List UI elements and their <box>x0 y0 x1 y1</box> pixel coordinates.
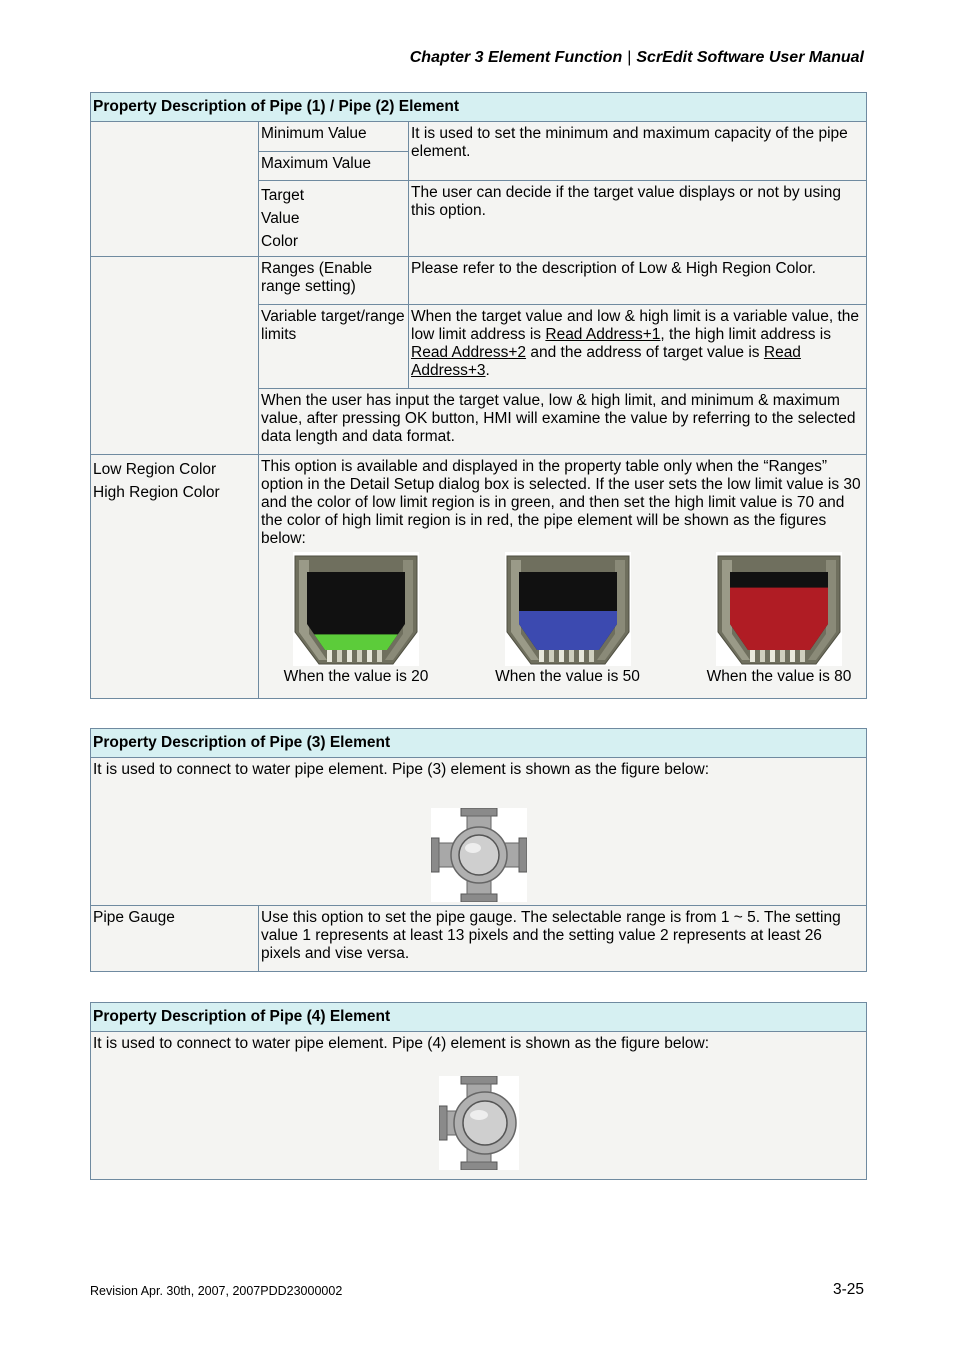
figure-caption: When the value is 20 <box>283 668 429 685</box>
tank-fill-level <box>730 588 828 650</box>
pipe4-description-cell <box>91 1032 867 1180</box>
pipe12-property-table <box>90 92 867 699</box>
max-value-label: Maximum Value <box>259 152 409 181</box>
pipe3-cross-image <box>431 808 527 902</box>
pipe4-table-title: Property Description of Pipe (4) Element <box>91 1003 867 1032</box>
pipe4-description: It is used to connect to water pipe element. Pipe (4) element is shown as the figure below: <box>93 1035 710 1052</box>
target-value-color-label <box>259 181 409 257</box>
pipe12-table-title: Property Description of Pipe (1) / Pipe (2) Element <box>91 93 867 122</box>
pipe12-empty-cell-2 <box>91 257 259 455</box>
tank-stripe <box>800 650 805 662</box>
figure-caption: When the value is 50 <box>495 668 640 685</box>
region-color-description <box>259 455 867 699</box>
low-region-color-label: Low Region Color <box>93 461 217 478</box>
tank-stripe <box>760 650 765 662</box>
pipe3-table-title: Property Description of Pipe (3) Element <box>91 729 867 758</box>
tank-fill-level <box>519 611 617 650</box>
variable-desc-part-2: , the high limit address is <box>660 326 831 343</box>
read-address-3-link: Read Address+3 <box>411 344 801 379</box>
tank-stripe <box>569 650 574 662</box>
tank-stripe <box>790 650 795 662</box>
ranges-label: Ranges (Enable range setting) <box>259 257 409 305</box>
header-manual-title: ScrEdit Software User Manual <box>636 49 864 66</box>
pipe12-empty-cell <box>91 122 259 257</box>
tank-stripe <box>367 650 372 662</box>
header-chapter: Chapter 3 Element Function <box>409 49 623 66</box>
pipe-gauge-description: Use this option to set the pipe gauge. The selectable range is from 1 ~ 5. The setting value 1 represents at least 13 pixels and the setting value 2 represents at least 26 pixels and vise versa. <box>259 906 867 972</box>
pipe-gauge-label: Pipe Gauge <box>91 906 259 972</box>
tank-stripe <box>357 650 362 662</box>
tank-stripe <box>750 650 755 662</box>
header-separator: | <box>627 49 632 66</box>
variable-limits-description <box>409 305 867 389</box>
footer-page-number: 3-25 <box>832 1281 864 1298</box>
pipe-tank-image <box>505 552 631 666</box>
tank-stripe <box>579 650 584 662</box>
pipe-figure-20 <box>271 552 441 686</box>
ranges-description: Please refer to the description of Low & High Region Color. <box>409 257 867 305</box>
variable-desc-part-3: and the address of target value is <box>526 344 764 361</box>
tank-stripe <box>559 650 564 662</box>
pipe3-description: It is used to connect to water pipe element. Pipe (3) element is shown as the figure below: <box>93 761 710 778</box>
tank-stripe <box>347 650 352 662</box>
page-header <box>410 49 864 67</box>
tank-stripe <box>770 650 775 662</box>
target-label-line-2: Value <box>261 210 300 227</box>
high-region-color-label: High Region Color <box>93 484 220 501</box>
pipe-figure-80 <box>694 552 864 686</box>
pipe3-description-cell <box>91 758 867 906</box>
variable-limits-label: Variable target/range limits <box>259 305 409 389</box>
figure-caption: When the value is 80 <box>706 668 852 685</box>
region-description-text: This option is available and displayed in the property table only when the “Ranges” option in the Detail Setup dialog box is selected. If the user sets the low limit value is 30 and the color of low limit region is in green, and then set the high limit value is 70 and the color of high limit region is in red, the pipe element will be shown as the figures below: <box>261 458 861 547</box>
pipe-figures-row <box>261 552 864 686</box>
pipe-figure-50 <box>483 552 653 686</box>
pipe-tank-image <box>716 552 842 666</box>
target-description: The user can decide if the target value displays or not by using this option. <box>409 181 867 257</box>
read-address-2-link: Read Address+2 <box>411 344 527 361</box>
variable-desc-part-4: . <box>485 362 490 379</box>
region-color-label <box>91 455 259 699</box>
pipe4-property-table <box>90 1002 867 1180</box>
min-value-label: Minimum Value <box>259 122 409 152</box>
tank-stripe <box>377 650 382 662</box>
pipe3-figure <box>93 808 864 902</box>
pipe4-tee-image <box>439 1076 519 1170</box>
read-address-1-link: Read Address+1 <box>545 326 661 343</box>
tank-stripe <box>549 650 554 662</box>
tank-stripe <box>780 650 785 662</box>
footer-revision: Revision Apr. 30th, 2007, 2007PDD23000002 <box>90 1284 343 1298</box>
target-label-line-1: Target <box>261 187 305 204</box>
tank-stripe <box>539 650 544 662</box>
tank-stripe <box>589 650 594 662</box>
target-label-line-3: Color <box>261 233 299 250</box>
pipe-tank-image <box>293 552 419 666</box>
minmax-description: It is used to set the minimum and maximum capacity of the pipe element. <box>409 122 867 181</box>
pipe3-property-table <box>90 728 867 972</box>
tank-stripe <box>327 650 332 662</box>
variable-desc-part-1: When the target value and low & high limit is a variable value, the low limit address is <box>411 308 860 343</box>
pipe4-figure <box>93 1076 864 1170</box>
validation-note: When the user has input the target value, low & high limit, and minimum & maximum value, after pressing OK button, HMI will examine the value by referring to the selected data length and data format. <box>259 389 867 455</box>
tank-stripe <box>337 650 342 662</box>
